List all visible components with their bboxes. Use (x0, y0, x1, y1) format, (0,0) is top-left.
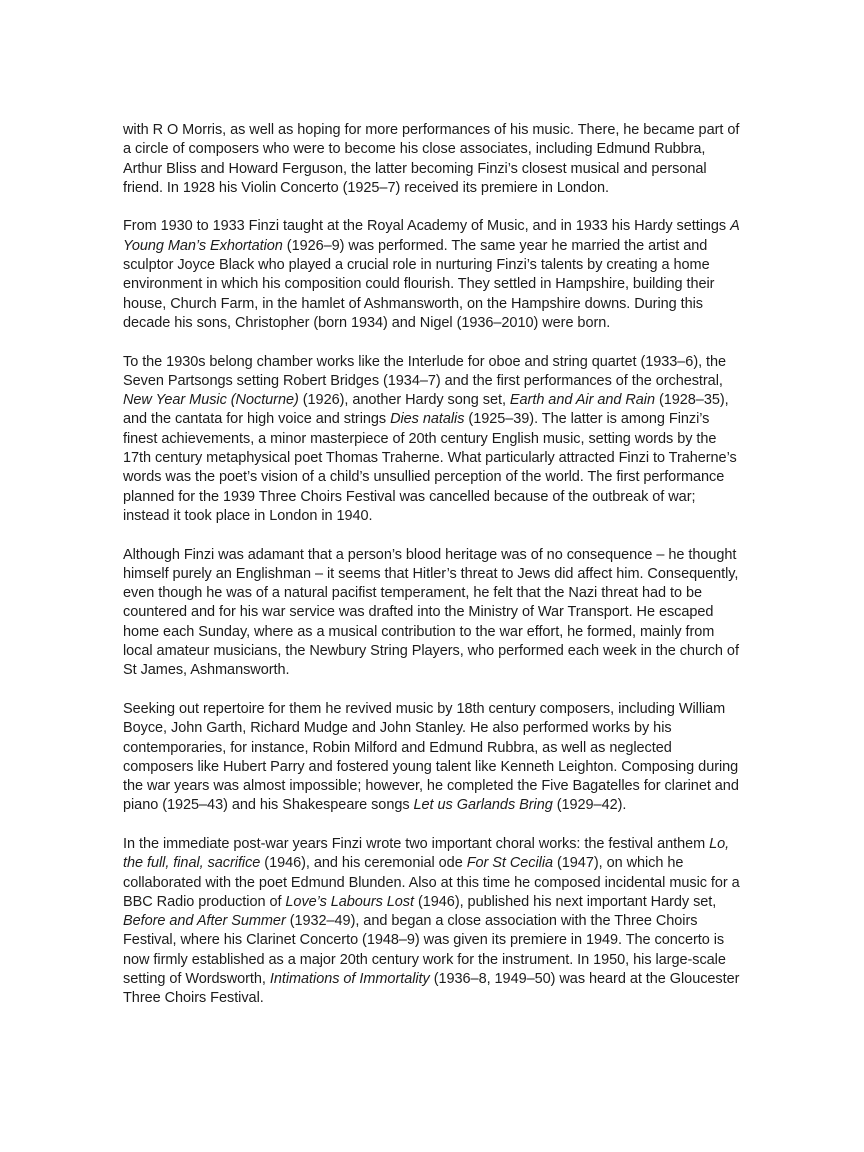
document-text-block (123, 121, 744, 1028)
body-text: (1925–39). The latter is among Finzi’s finest achievements, a minor masterpiece of 20th century English music, setting words by the 17th century metaphysical poet Thomas Traherne. What particularly attracted Finzi to Traherne’s words was the poet’s vision of a child’s unsullied perception of the world. The first performance planned for the 1939 Three Choirs Festival was cancelled because of the outbreak of war; instead it took place in London in 1940. (123, 411, 737, 524)
work-title-italic: Before and After Summer (123, 913, 286, 930)
paragraph (123, 121, 744, 198)
body-text: with R O Morris, as well as hoping for more performances of his music. There, he became part of a circle of composers who were to become his close associates, including Edmund Rubbra, Arthur Bliss and Howard Ferguson, the latter becoming Finzi’s closest musical and personal friend. In 1928 his Violin Concerto (1925–7) received its premiere in London. (123, 122, 740, 196)
body-text: (1929–42). (552, 797, 627, 814)
body-text: (1946), and his ceremonial ode (260, 855, 467, 872)
work-title-italic: Intimations of Immortality (269, 971, 430, 988)
body-text: In the immediate post-war years Finzi wrote two important choral works: the festival anthem (123, 835, 710, 852)
work-title-italic: New Year Music (Nocturne) (123, 392, 299, 409)
paragraph (123, 353, 744, 527)
body-text: Although Finzi was adamant that a person’s blood heritage was of no consequence – he thought himself purely an Englishman – it seems that Hitler’s threat to Jews did affect him. Consequently, even though he was of a natural pacifist temperament, he felt that the Nazi threat had to be countered and for his war service was drafted into the Ministry of War Transport. He escaped home each Sunday, where as a musical contribution to the war effort, he formed, mainly from local amateur musicians, the Newbury String Players, who performed each week in the church of St James, Ashmansworth. (123, 546, 739, 679)
body-text: Seeking out repertoire for them he revived music by 18th century composers, including William Boyce, John Garth, Richard Mudge and John Stanley. He also performed works by his contemporaries, for instance, Robin Milford and Edmund Rubbra, as well as neglected composers like Hubert Parry and fostered young talent like Kenneth Leighton. Composing during the war years was almost impossible; however, he completed the Five Bagatelles for clarinet and piano (1925–43) and his Shakespeare songs (123, 700, 739, 814)
work-title-italic: Lo, the full, final, sacrifice (123, 835, 730, 872)
body-text: (1936–8, 1949–50) was heard at the Gloucester Three Choirs Festival. (123, 971, 740, 1007)
body-text: (1947), on which he collaborated with the poet Edmund Blunden. Also at this time he composed incidental music for a BBC Radio production of (123, 855, 740, 910)
body-text: From 1930 to 1933 Finzi taught at the Royal Academy of Music, and in 1933 his Hardy settings (123, 218, 731, 235)
work-title-italic: For St Cecilia (466, 855, 554, 872)
work-title-italic: A Young Man’s Exhortation (123, 218, 740, 254)
body-text: (1928–35), and the cantata for high voice and strings (123, 392, 729, 428)
work-title-italic: Love’s Labours Lost (285, 893, 414, 910)
body-text: (1926–9) was performed. The same year he married the artist and sculptor Joyce Black who played a crucial role in nurturing Finzi’s talents by creating a home environment in which his composition could flourish. They settled in Hampshire, building their house, Church Farm, in the hamlet of Ashmansworth, on the Hampshire downs. During this decade his sons, Christopher (born 1934) and Nigel (1936–2010) were born. (123, 237, 715, 331)
body-text: (1926), another Hardy song set, (298, 392, 510, 409)
work-title-italic: Dies natalis (390, 411, 465, 428)
paragraph (123, 546, 744, 681)
body-text: To the 1930s belong chamber works like the Interlude for oboe and string quartet (1933–6), the Seven Partsongs setting Robert Bridges (1934–7) and the first performances of the orchestral, (123, 353, 727, 389)
body-text: (1932–49), and began a close association with the Three Choirs Festival, where his Clarinet Concerto (1948–9) was given its premiere in 1949. The concerto is now firmly established as a major 20th century work for the instrument. In 1950, his large-scale setting of Wordsworth, (123, 913, 726, 988)
paragraph (123, 835, 744, 1009)
body-text: (1946), published his next important Hardy set, (414, 893, 717, 910)
paragraph (123, 700, 744, 816)
work-title-italic: Earth and Air and Rain (509, 392, 655, 409)
work-title-italic: Let us Garlands Bring (413, 797, 553, 814)
paragraph (123, 217, 744, 333)
